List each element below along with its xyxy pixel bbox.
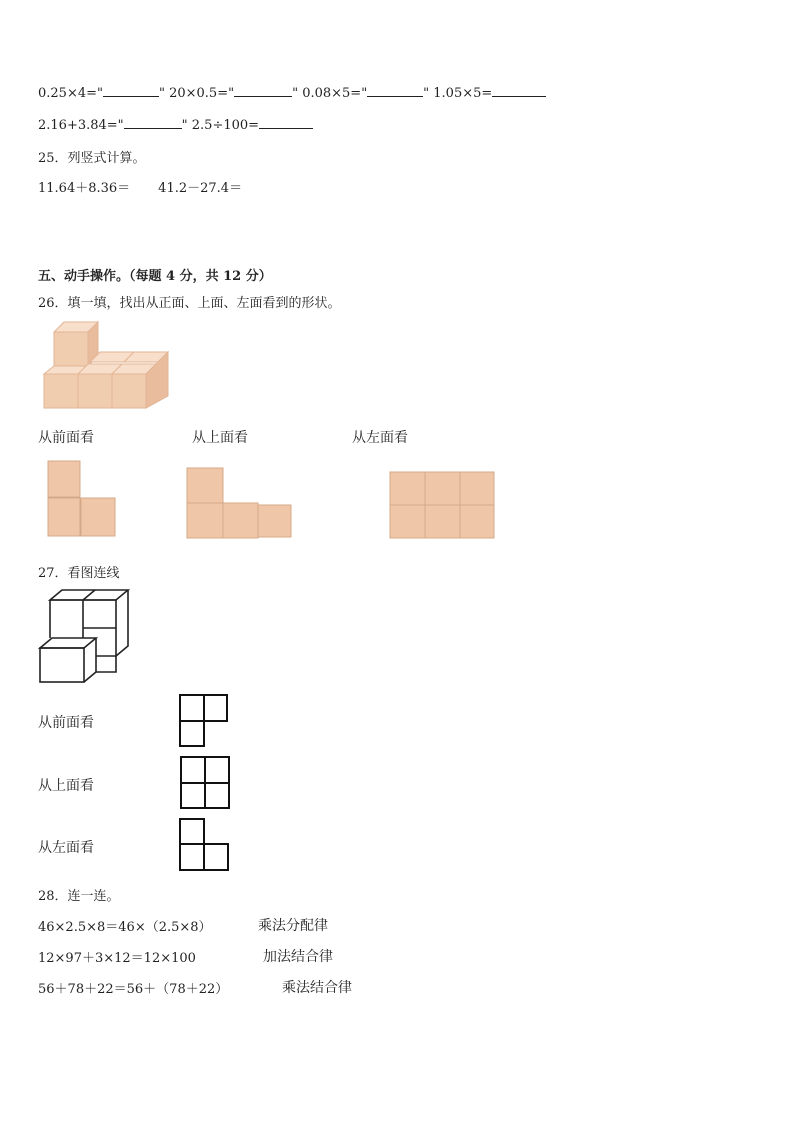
q25-expr-1: 11.64＋8.36＝ [38,181,131,196]
q24-expr-2: " 20×0.5=" [158,86,235,101]
q27-shape-a[interactable] [179,694,231,750]
cube-outline [40,638,96,648]
answer-blank[interactable] [124,116,182,129]
q26-label-left: 从左面看 [352,430,408,446]
q25-title: 25．列竖式计算。 [38,151,146,166]
q28-law-3[interactable]: 乘法结合律 [282,980,352,996]
view-square [48,461,80,497]
q28-law-1[interactable]: 乘法分配律 [258,918,328,934]
q26-front-view [47,460,127,540]
view-square [181,783,205,808]
cube-outline [84,638,96,682]
q26-label-front: 从前面看 [38,430,94,446]
q24-expr-6: " 2.5÷100= [181,118,260,133]
cube-edge [83,590,95,600]
q25-exprs [38,177,242,196]
q28-expr-3[interactable]: 56＋78＋22＝56＋（78＋22） [38,982,229,997]
cube-outline [96,656,116,672]
view-square [258,505,291,537]
q27-shape-b[interactable] [180,756,232,812]
cube-front-face [54,332,88,366]
q24-expr-5: 2.16+3.84=" [38,118,124,133]
view-square [223,503,258,538]
view-square [181,757,205,783]
view-square [204,844,228,870]
q24-row2 [38,116,313,133]
cube-front-face [112,374,146,408]
cube-outline [116,590,128,656]
q24-expr-3: " 0.08×5=" [292,86,368,101]
q28-title: 28．连一连。 [38,889,120,904]
answer-blank[interactable] [234,84,292,97]
view-square [425,472,460,505]
q26-label-top: 从上面看 [192,430,248,446]
view-square [180,721,204,746]
q26-top-view [186,467,296,547]
q28-law-2[interactable]: 加法结合律 [263,949,333,965]
view-square [180,844,204,870]
q24-row1 [38,84,546,101]
view-square [180,819,204,844]
q26-cube-figure [40,318,180,418]
view-square [460,472,494,505]
view-square [390,505,425,538]
q27-shape-c[interactable] [179,818,231,874]
answer-blank[interactable] [259,116,313,129]
q25-expr-2: 41.2－27.4＝ [158,181,243,196]
answer-blank[interactable] [103,84,159,97]
answer-blank[interactable] [367,84,423,97]
view-square [81,498,115,536]
view-square [48,498,80,536]
view-square [204,695,227,721]
view-square [425,505,460,538]
cube-front-face [44,374,78,408]
q28-expr-1[interactable]: 46×2.5×8＝46×（2.5×8） [38,920,212,935]
view-square [460,505,494,538]
view-square [390,472,425,505]
q24-expr-1: 0.25×4=" [38,86,103,101]
cube-outline [40,648,84,682]
q27-cube-figure [38,588,138,688]
view-square [205,757,229,783]
q27-label-left: 从左面看 [38,840,94,856]
view-square [187,468,223,503]
answer-blank[interactable] [492,84,546,97]
q26-title: 26．填一填，找出从正面、上面、左面看到的形状。 [38,296,341,311]
q27-label-top: 从上面看 [38,778,94,794]
view-square [205,783,229,808]
q24-expr-4: " 1.05×5= [423,86,493,101]
q26-left-view [389,471,499,541]
cube-front-face [78,374,112,408]
q27-label-front: 从前面看 [38,715,94,731]
q28-expr-2[interactable]: 12×97＋3×12＝12×100 [38,951,196,966]
view-square [187,503,223,538]
section5-heading: 五、动手操作。（每题 4 分，共 12 分） [38,269,272,284]
q27-title: 27．看图连线 [38,566,120,581]
view-square [180,695,204,721]
